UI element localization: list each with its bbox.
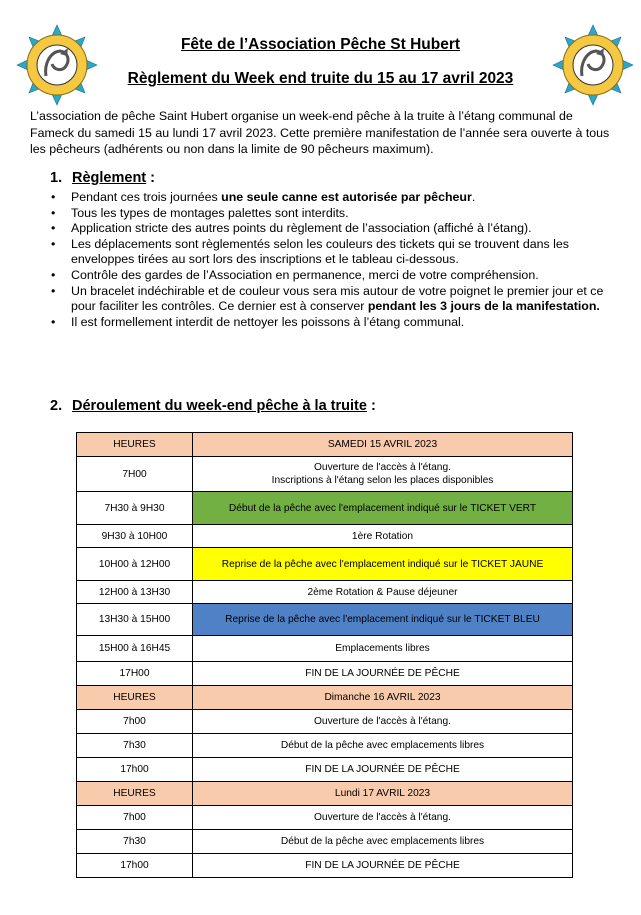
- rule-item: • Il est formellement interdit de nettoyer les poissons à l’étang communal.: [51, 314, 465, 329]
- table-row: 9H30 à 10H00 1ère Rotation: [77, 525, 573, 548]
- section-number: 2.: [50, 398, 63, 414]
- section-heading-deroulement: [50, 398, 376, 414]
- section-title-suffix: :: [366, 398, 376, 414]
- table-row: 13H30 à 15H00 Reprise de la pêche avec l'emplacement indiqué sur le TICKET BLEU: [77, 604, 573, 636]
- rules-list: [51, 190, 621, 330]
- rule-item: • Contrôle des gardes de l’Association en permanence, merci de votre compréhension.: [51, 267, 539, 282]
- document-title: Fête de l’Association Pêche St Hubert: [180, 36, 461, 53]
- rule-item: • Application stricte des autres points du règlement de l’association (affiché à l’étang).: [51, 221, 532, 236]
- table-row: 17h00 FIN DE LA JOURNÉE DE PÊCHE: [77, 854, 573, 878]
- table-header-row: HEURES Lundi 17 AVRIL 2023: [77, 782, 573, 806]
- section-title: Règlement: [72, 170, 147, 186]
- table-row: 7h30 Début de la pêche avec emplacements libres: [77, 830, 573, 854]
- table-row: 7h00 Ouverture de l'accès à l'étang.: [77, 710, 573, 734]
- table-row: 7h00 Ouverture de l'accès à l'étang.: [77, 806, 573, 830]
- table-row: 7H00 Ouverture de l'accès à l'étang. Inscriptions à l'étang selon les places disponibles: [77, 457, 573, 492]
- intro-paragraph: L’association de pêche Saint Hubert organise un week-end pêche à la truite à l’étang communal de Fameck du samedi 15 au lundi 17 avril 2023. Cette première manifestation de l’année sera ouverte à tous les pêcheurs (adhérents ou non dans la limite de 90 pêcheurs maximum).: [30, 109, 610, 156]
- rule-item: • Tous les types de montages palettes sont interdits.: [51, 205, 349, 220]
- schedule-table: [76, 432, 573, 878]
- rule-item: • Pendant ces trois journées une seule canne est autorisée par pêcheur.: [51, 190, 476, 204]
- table-row: 12H00 à 13H30 2ème Rotation & Pause déjeuner: [77, 581, 573, 604]
- table-row: 17h00 FIN DE LA JOURNÉE DE PÊCHE: [77, 758, 573, 782]
- rule-item: • Les déplacements sont règlementés selon les couleurs des tickets qui se trouvent dans les enveloppes tirées au sort lors des inscriptions et le tableau ci-dessous.: [51, 236, 569, 267]
- rule-item: • Un bracelet indéchirable et de couleur vous sera mis autour de votre poignet le premier jour et ce pour faciliter les contrôles. Ce dernier est à conserver pendant les 3 jours de la manifestation.: [51, 283, 604, 314]
- table-row: 17H00 FIN DE LA JOURNÉE DE PÊCHE: [77, 662, 573, 686]
- section-heading-reglement: [50, 170, 155, 186]
- section-number: 1.: [50, 170, 63, 186]
- section-title-suffix: :: [146, 170, 155, 186]
- section-title: Déroulement du week-end pêche à la truite: [72, 398, 367, 414]
- table-header-row: HEURES Dimanche 16 AVRIL 2023: [77, 686, 573, 710]
- table-row: 10H00 à 12H00 Reprise de la pêche avec l'emplacement indiqué sur le TICKET JAUNE: [77, 548, 573, 581]
- table-header-row: HEURES SAMEDI 15 AVRIL 2023: [77, 433, 573, 457]
- table-row: 7h30 Début de la pêche avec emplacements libres: [77, 734, 573, 758]
- table-row: 15H00 à 16H45 Emplacements libres: [77, 636, 573, 662]
- table-row: 7H30 à 9H30 Début de la pêche avec l'emplacement indiqué sur le TICKET VERT: [77, 492, 573, 525]
- document-subtitle: Règlement du Week end truite du 15 au 17 avril 2023: [127, 70, 514, 87]
